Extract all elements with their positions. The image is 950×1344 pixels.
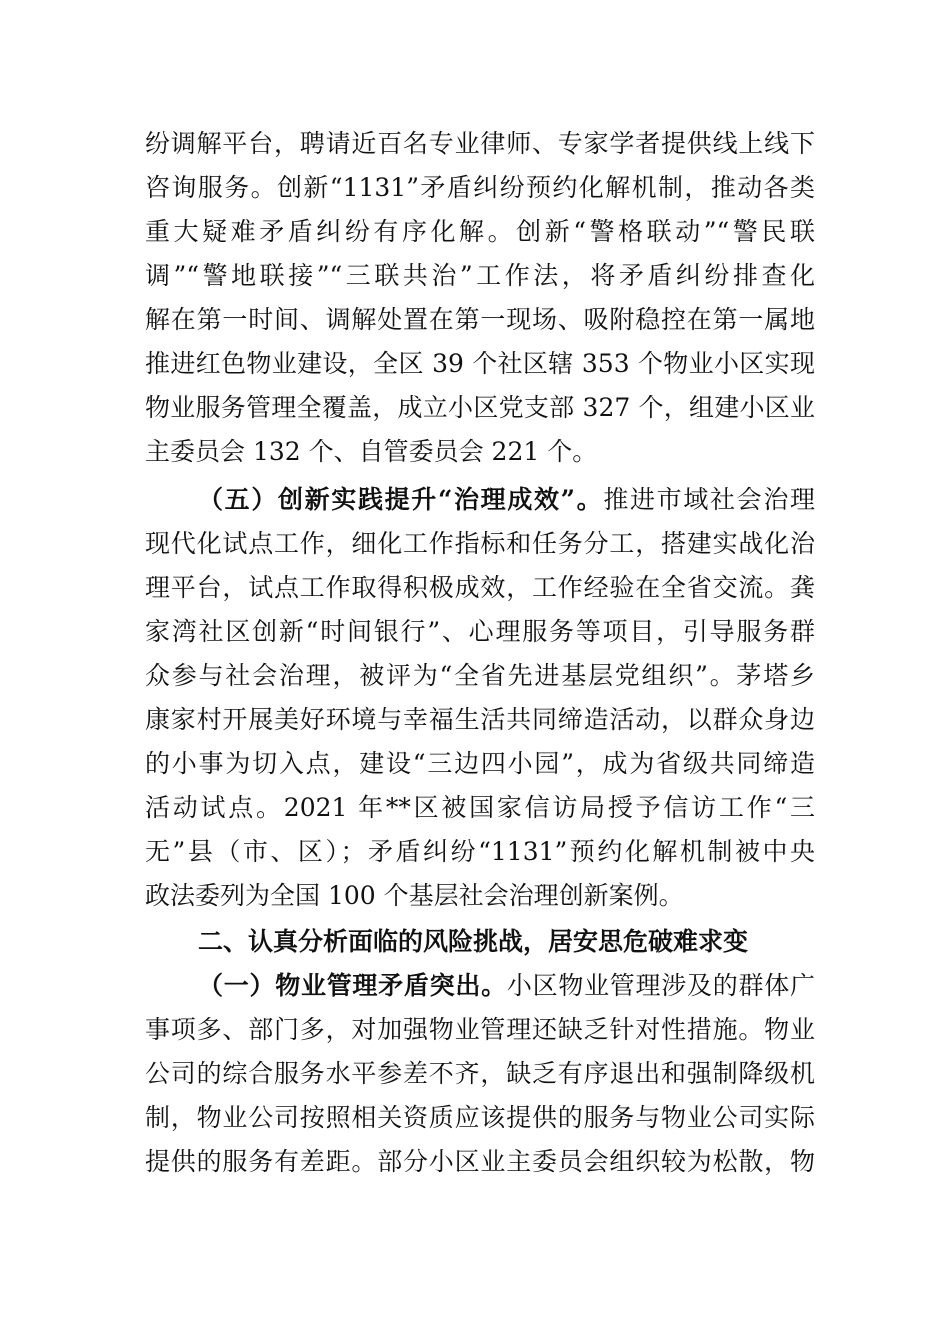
body-line: 提供的服务有差距。部分小区业主委员会组织较为松散，物 [145,1147,815,1176]
body-line: 的小事为切入点，建设“三边四小园”，成为省级共同缔造 [145,749,815,778]
body-line: 众参与社会治理，被评为“全省先进基层党组织”。茅塔乡 [145,661,815,690]
body-line: 纷调解平台，聘请近百名专业律师、专家学者提供线上线下 [145,129,815,158]
body-line: 理平台，试点工作取得积极成效，工作经验在全省交流。龚 [145,573,815,602]
body-line: 活动试点。2021 年**区被国家信访局授予信访工作“三 [145,793,815,822]
body-line: 无”县（市、区）；矛盾纠纷“1131”预约化解机制被中央 [145,837,815,866]
body-line: 推进红色物业建设，全区 39 个社区辖 353 个物业小区实现 [145,349,815,378]
body-line: 现代化试点工作，细化工作指标和任务分工，搭建实战化治 [145,529,815,558]
body-line: 政法委列为全国 100 个基层社会治理创新案例。 [145,881,684,910]
body-line: 事项多、部门多，对加强物业管理还缺乏针对性措施。物业 [145,1015,815,1044]
body-line: 解在第一时间、调解处置在第一现场、吸附稳控在第一属地 [145,305,815,334]
section-five-first-line [198,480,815,520]
body-line: 制，物业公司按照相关资质应该提供的服务与物业公司实际 [145,1103,815,1132]
body-line: 康家村开展美好环境与幸福生活共同缔造活动，以群众身边 [145,705,815,734]
body-line: 物业服务管理全覆盖，成立小区党支部 327 个，组建小区业 [145,393,815,422]
section-five-title: （五）创新实践提升“治理成效”。 [198,485,604,514]
subsection-one-title: （一）物业管理矛盾突出。 [198,971,507,1000]
body-line: 咨询服务。创新“1131”矛盾纠纷预约化解机制，推动各类 [145,173,815,202]
subsection-one-first-line [198,966,815,1006]
body-line: 公司的综合服务水平参差不齐，缺乏有序退出和强制降级机 [145,1059,815,1088]
section-five-first-line-text: 推进市域社会治理 [603,485,815,514]
section-heading: 二、认真分析面临的风险挑战，居安思危破难求变 [198,927,749,956]
body-line: 家湾社区创新“时间银行”、心理服务等项目，引导服务群 [145,617,815,646]
subsection-one-first-line-text: 小区物业管理涉及的群体广 [506,971,815,1000]
body-line: 重大疑难矛盾纠纷有序化解。创新“警格联动”“警民联 [145,217,815,246]
body-line: 主委员会 132 个、自管委员会 221 个。 [145,437,598,466]
body-line: 调”“警地联接”“三联共治”工作法，将矛盾纠纷排查化 [145,261,815,290]
